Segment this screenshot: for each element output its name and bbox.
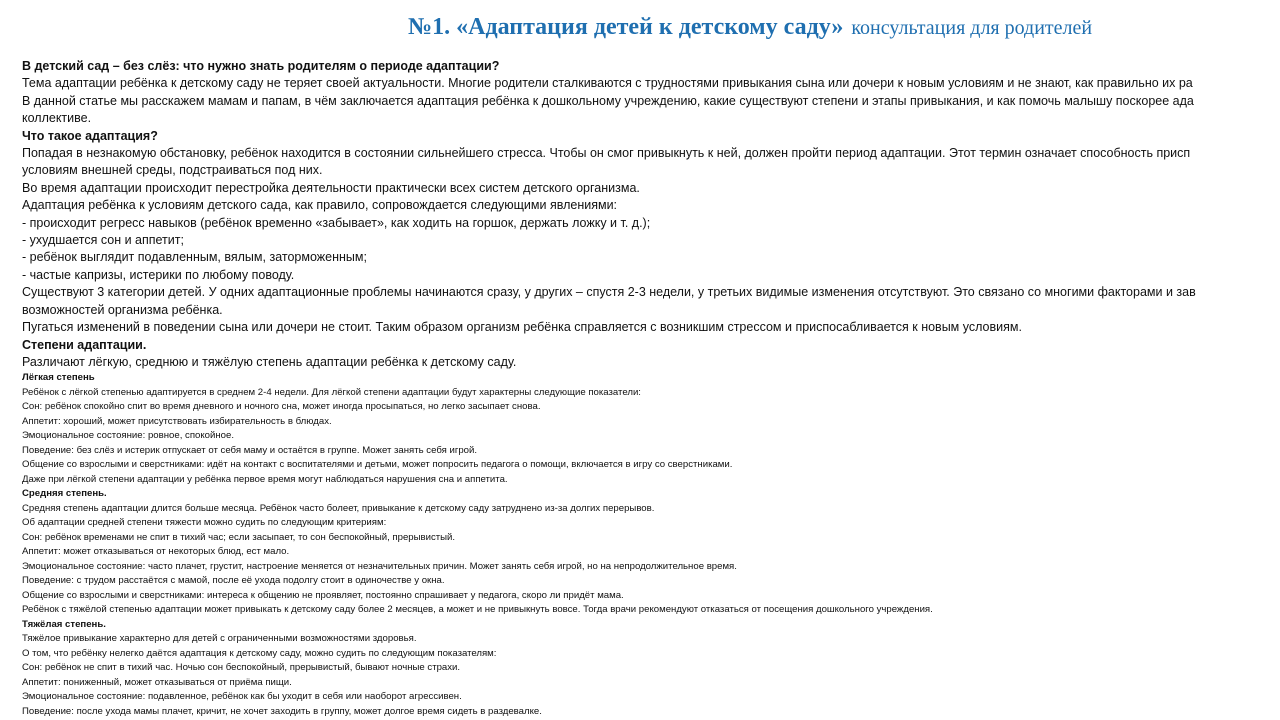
text-line: - частые капризы, истерики по любому поводу. (22, 267, 295, 282)
page-title (408, 14, 1092, 41)
text-line: Об адаптации средней степени тяжести можно судить по следующим критериям: (22, 517, 387, 529)
text-line: Аппетит: пониженный, может отказываться от приёма пищи. (22, 676, 292, 688)
text-line: Адаптация ребёнка к условиям детского сада, как правило, сопровождается следующими явлениями: (22, 198, 618, 213)
text-line: Сон: ребёнок спокойно спит во время дневного и ночного сна, может иногда просыпаться, но легко засыпает снова. (22, 401, 541, 413)
article-body (22, 58, 1280, 719)
text-line: Тяжёлое привыкание характерно для детей с ограниченными возможностями здоровья. (22, 633, 417, 645)
text-line: условиям внешней среды, подстраиваться под них. (22, 163, 323, 178)
text-line: Эмоциональное состояние: часто плачет, грустит, настроение меняется от незначительных причин. Может занять себя игрой, но на непродолжительное время. (22, 560, 737, 572)
text-line: Поведение: без слёз и истерик отпускает от себя маму и остаётся в группе. Может занять себя игрой. (22, 444, 478, 456)
text-line: Ребёнок с тяжёлой степенью адаптации может привыкать к детскому саду более 2 месяцев, а может и не привыкнуть вовсе. Тогда врачи рекомендуют отказаться от посещения дошкольного учреждения. (22, 604, 933, 616)
text-line: - ухудшается сон и аппетит; (22, 233, 184, 248)
text-line: Поведение: с трудом расстаётся с мамой, после её ухода подолгу стоит в одиночестве у окна. (22, 575, 445, 587)
section-heading: Что такое адаптация? (22, 128, 158, 143)
text-line: Пугаться изменений в поведении сына или дочери не стоит. Таким образом организм ребёнка справляется с возникшим стрессом и приспосабливается к новым условиям. (22, 320, 1022, 335)
text-line: В данной статье мы расскажем мамам и папам, в чём заключается адаптация ребёнка к дошкольному учреждению, какие существуют степени и этапы привыкания, и как помочь малышу поскорее ада (22, 93, 1194, 108)
text-line: Сон: ребёнок не спит в тихий час. Ночью сон беспокойный, прерывистый, бывают ночные страхи. (22, 662, 461, 674)
text-line: Тема адаптации ребёнка к детскому саду не теряет своей актуальности. Многие родители сталкиваются с трудностями привыкания сына или дочери к новым условиям и не знают, как правильно их ра (22, 76, 1193, 91)
section-heading: Средняя степень. (22, 488, 107, 500)
text-line: Ребёнок с лёгкой степенью адаптируется в среднем 2-4 недели. Для лёгкой степени адаптации будут характерны следующие показатели: (22, 386, 641, 398)
section-heading: В детский сад – без слёз: что нужно знать родителям о периоде адаптации? (22, 59, 500, 73)
text-line: Даже при лёгкой степени адаптации у ребёнка первое время могут наблюдаться нарушения сна и аппетита. (22, 473, 508, 485)
text-line: Общение со взрослыми и сверстниками: идёт на контакт с воспитателями и детьми, может попросить педагога о помощи, включается в игру со сверстниками. (22, 459, 733, 471)
text-line: - ребёнок выглядит подавленным, вялым, заторможенным; (22, 250, 367, 265)
text-line: Поведение: после ухода мамы плачет, кричит, не хочет заходить в группу, может долгое время сидеть в раздевалке. (22, 705, 542, 717)
text-line: Аппетит: хороший, может присутствовать избирательность в блюдах. (22, 415, 332, 427)
text-line: О том, что ребёнку нелегко даётся адаптация к детскому саду, можно судить по следующим показателям: (22, 647, 497, 659)
text-line: коллективе. (22, 111, 92, 126)
text-line: Различают лёгкую, среднюю и тяжёлую степень адаптации ребёнка к детскому саду. (22, 354, 517, 369)
text-line: Эмоциональное состояние: ровное, спокойное. (22, 430, 234, 442)
text-line: Средняя степень адаптации длится больше месяца. Ребёнок часто болеет, привыкание к детскому саду затруднено из-за долгих перерывов. (22, 502, 655, 514)
section-heading: Степени адаптации. (22, 337, 147, 352)
text-line: Эмоциональное состояние: подавленное, ребёнок как бы уходит в себя или наоборот агрессивен. (22, 691, 462, 703)
text-line: - происходит регресс навыков (ребёнок временно «забывает», как ходить на горшок, держать ложку и т. д.); (22, 215, 651, 230)
text-line: Аппетит: может отказываться от некоторых блюд, ест мало. (22, 546, 290, 558)
section-heading: Лёгкая степень (22, 372, 95, 384)
section-heading: Тяжёлая степень. (22, 618, 106, 630)
text-line: возможностей организма ребёнка. (22, 302, 223, 317)
text-line: Сон: ребёнок временами не спит в тихий час; если засыпает, то сон беспокойный, прерывистый. (22, 531, 456, 543)
text-line: Существуют 3 категории детей. У одних адаптационные проблемы начинаются сразу, у других – спустя 2-3 недели, у третьих видимые изменения отсутствуют. Это связано со многими факторами и зав (22, 285, 1196, 300)
text-line: Попадая в незнакомую обстановку, ребёнок находится в состоянии сильнейшего стресса. Чтобы он смог привыкнуть к ней, должен пройти период адаптации. Этот термин означает способность присп (22, 146, 1191, 161)
text-line: Во время адаптации происходит перестройка деятельности практически всех систем детского организма. (22, 180, 640, 195)
title-main: №1. «Адаптация детей к детскому саду» (408, 14, 844, 40)
title-subtitle: консультация для родителей (851, 17, 1093, 39)
text-line: Общение со взрослыми и сверстниками: интереса к общению не проявляет, постоянно спрашивает у педагога, скоро ли придёт мама. (22, 589, 624, 601)
